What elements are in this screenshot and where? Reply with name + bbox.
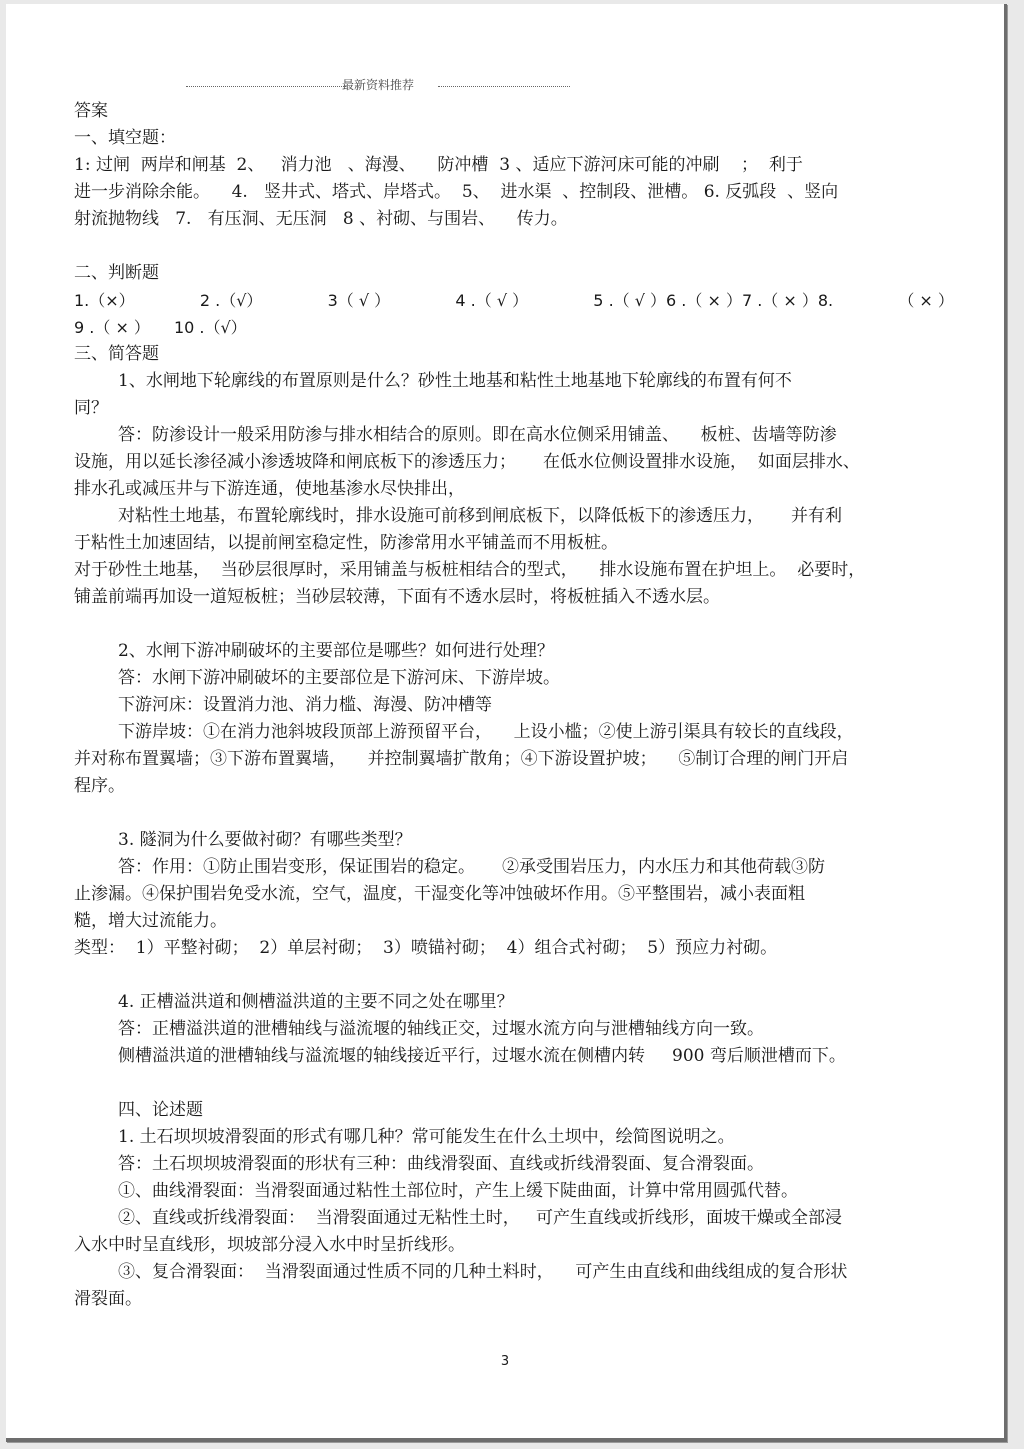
answer-2-line-3: 下游岸坡：①在消力池斜坡段顶部上游预留平台， 上设小槛；②使上游引渠具有较长的直线段， [118,722,854,742]
question-1-line-a: 1、水闸地下轮廓线的布置原则是什么？砂性土地基和粘性土地基地下轮廓线的布置有何不 [118,371,792,391]
answer-2-line-5: 程序。 [74,776,125,796]
tf-item: 1.（×） [74,291,135,310]
essay-question-1: 1. 土石坝坝坡滑裂面的形式有哪几种？常可能发生在什么土坝中，绘简图说明之。 [118,1127,735,1147]
essay-answer-line-4: 入水中时呈直线形，坝坡部分浸入水中时呈折线形。 [74,1235,465,1255]
fill-blank-line-2: 进一步消除余能。 4. 竖井式、塔式、岸塔式。 5、 进水渠 、控制段、泄槽。 6. 反弧段 、竖向 [74,182,839,202]
essay-answer-line-1: 答：土石坝坝坡滑裂面的形状有三种：曲线滑裂面、直线或折线滑裂面、复合滑裂面。 [118,1154,764,1174]
answer-1-line-5: 于粘性土加速固结，以提前闸室稳定性，防渗常用水平铺盖而不用板桩。 [74,533,618,553]
essay-answer-line-5: ③、复合滑裂面： 当滑裂面通过性质不同的几种土料时， 可产生由直线和曲线组成的复合形状 [118,1262,848,1282]
tf-item: 2 .（√） [199,291,263,310]
header-rule-left [186,86,346,87]
answer-1-line-6: 对于砂性土地基， 当砂层很厚时，采用铺盖与板桩相结合的型式， 排水设施布置在护坦上。 必要时， [74,560,866,580]
question-1-line-b: 同？ [74,398,108,418]
answer-3-line-4: 类型： 1）平整衬砌； 2）单层衬砌； 3）喷锚衬砌； 4）组合式衬砌； 5）预应力衬砌。 [74,938,778,958]
tf-item: 4 .（ √ ） [455,291,529,310]
question-3: 3. 隧洞为什么要做衬砌？有哪些类型？ [118,830,412,850]
answer-1-line-4: 对粘性土地基，布置轮廓线时，排水设施可前移到闸底板下，以降低板下的渗透压力， 并有利 [118,506,843,526]
answer-2-line-1: 答：水闸下游冲刷破坏的主要部位是下游河床、下游岸坡。 [118,668,560,688]
answer-content [74,98,954,1313]
doc-title: 答案 [74,101,108,121]
true-false-row-2 [74,314,954,341]
fill-blank-line-1: 1: 过闸 两岸和闸基 2、 消力池 、海漫、 防冲槽 3 、适应下游河床可能的冲刷 ； 利于 [74,155,803,175]
tf-item: 9 .（ × ） [74,318,150,337]
answer-3-line-1: 答：作用：①防止围岩变形，保证围岩的稳定。 ②承受围岩压力，内水压力和其他荷载③防 [118,857,826,877]
answer-1-line-3: 排水孔或减压井与下游连通，使地基渗水尽快排出， [74,479,465,499]
question-2: 2、水闸下游冲刷破坏的主要部位是哪些？如何进行处理？ [118,641,554,661]
tf-item: （ × ） [898,291,954,310]
true-false-row-1 [74,287,954,314]
essay-answer-line-2: ①、曲线滑裂面：当滑裂面通过粘性土部位时，产生上缓下陡曲面，计算中常用圆弧代替。 [118,1181,798,1201]
answer-1-line-2: 设施，用以延长渗径减小渗透坡降和闸底板下的渗透压力； 在低水位侧设置排水设施， 如面层排水、 [74,452,860,472]
answer-3-line-2: 止渗漏。④保护围岩免受水流，空气，温度，干湿变化等冲蚀破坏作用。⑤平整围岩，减小表面粗 [74,884,805,904]
header-text: 最新资料推荐 [341,78,414,92]
section-true-false-heading: 二、判断题 [74,263,159,283]
answer-3-line-3: 糙，增大过流能力。 [74,911,227,931]
section-fill-blank-heading: 一、填空题： [74,128,176,148]
section-short-answer-heading: 三、简答题 [74,344,159,364]
document-page [6,4,1007,1442]
answer-2-line-4: 并对称布置翼墙；③下游布置翼墙， 并控制翼墙扩散角；④下游设置护坡； ⑤制订合理的闸门开启 [74,749,849,769]
answer-1-line-1: 答：防渗设计一般采用防渗与排水相结合的原则。即在高水位侧采用铺盖、 板桩、齿墙等防渗 [118,425,837,445]
answer-1-line-7: 铺盖前端再加设一道短板桩；当砂层较薄，下面有不透水层时，将板桩插入不透水层。 [74,587,720,607]
tf-item: 5 .（ √ ）6 .（ × ）7 .（ × ）8. [593,291,834,310]
header-rule-right [438,86,570,87]
answer-2-line-2: 下游河床：设置消力池、消力槛、海漫、防冲槽等 [118,695,492,715]
section-essay-heading: 四、论述题 [118,1100,203,1120]
fill-blank-line-3: 射流抛物线 7. 有压洞、无压洞 8 、衬砌、与围岩、 传力。 [74,209,568,229]
tf-item: 10 .（√） [173,318,247,337]
page-number: 3 [500,1354,510,1369]
page-header [186,78,570,92]
answer-4-line-1: 答：正槽溢洪道的泄槽轴线与溢流堰的轴线正交，过堰水流方向与泄槽轴线方向一致。 [118,1019,764,1039]
essay-answer-line-6: 滑裂面。 [74,1289,142,1309]
essay-answer-line-3: ②、直线或折线滑裂面： 当滑裂面通过无粘性土时， 可产生直线或折线形，面坡干燥或全部浸 [118,1208,843,1228]
tf-item: 3（ √ ） [327,291,391,310]
question-4: 4. 正槽溢洪道和侧槽溢洪道的主要不同之处在哪里？ [118,992,514,1012]
answer-4-line-2: 侧槽溢洪道的泄槽轴线与溢流堰的轴线接近平行，过堰水流在侧槽内转 900 弯后顺泄槽而下。 [118,1046,846,1066]
